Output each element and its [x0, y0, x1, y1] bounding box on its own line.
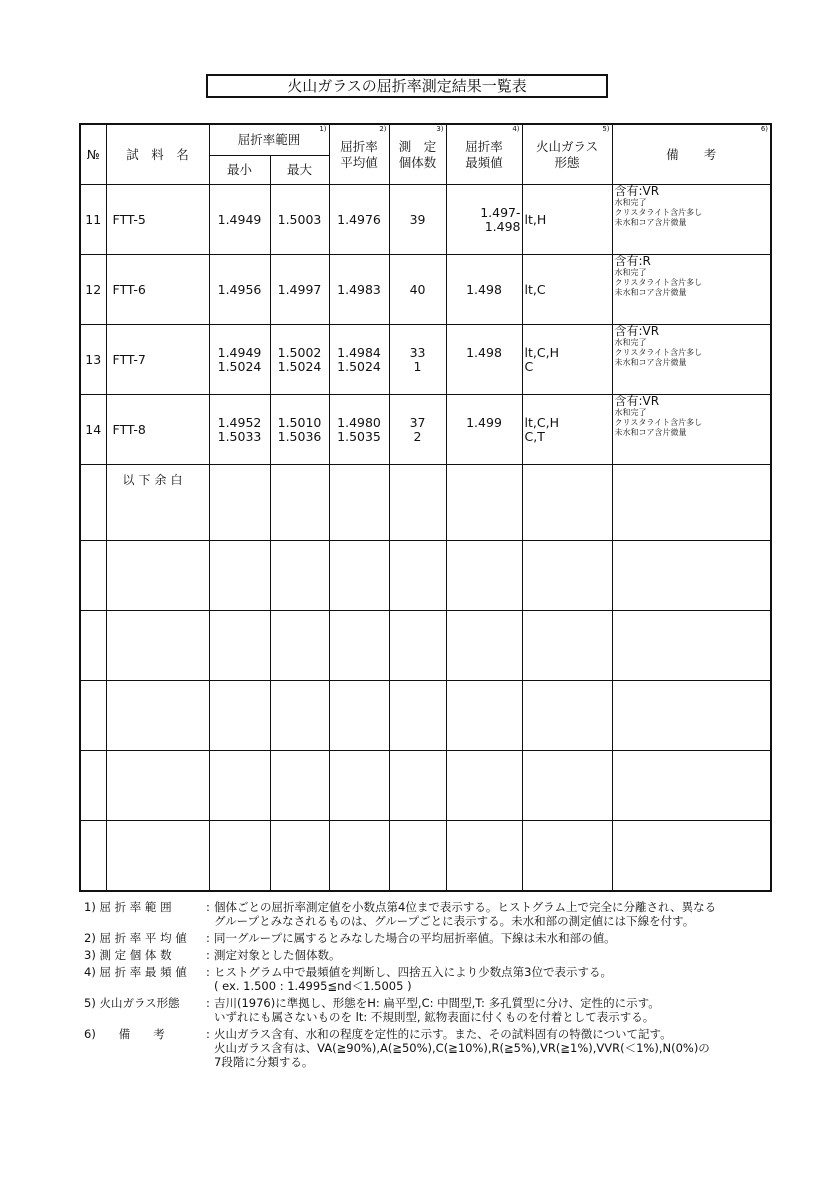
table-row	[80, 395, 771, 465]
min-value-1: 1.4949	[217, 344, 262, 360]
header-range	[209, 124, 329, 156]
header-range-label: 屈折率範囲	[237, 132, 301, 147]
count-value	[389, 395, 446, 465]
count-value-1: 39	[409, 211, 426, 227]
min-value	[209, 395, 270, 465]
remark-sub: 水和完了	[614, 198, 647, 207]
footnote-label: 3) 測 定 個 体 数	[84, 948, 172, 962]
remark-main: 含有:VR	[614, 394, 660, 408]
count-value-1: 33	[409, 344, 426, 360]
results-table	[79, 123, 772, 892]
shape-value	[522, 395, 612, 465]
footnote-5: 5)	[602, 125, 610, 133]
remark-sub: 未水和コア含片微量	[614, 428, 687, 437]
table-row	[80, 185, 771, 255]
footnote-4: 4)	[512, 125, 520, 133]
max-value-2: 1.5036	[277, 428, 322, 444]
remark-sub: 未水和コア含片微量	[614, 218, 687, 227]
sample-name: FTT-6	[106, 255, 209, 325]
blank-label: 以下余白	[106, 465, 209, 541]
min-value-1: 1.4952	[217, 414, 262, 430]
table-row-blank	[80, 541, 771, 611]
footnote-text	[214, 948, 764, 962]
header-min: 最小	[209, 156, 270, 185]
mode-value-1: 1.498	[466, 344, 502, 360]
row-number: 11	[80, 185, 106, 255]
min-value-1: 1.4949	[217, 211, 262, 227]
max-value-2: 1.5024	[277, 358, 322, 374]
shape-value-1: lt,C,H	[524, 414, 559, 430]
avg-value	[329, 185, 389, 255]
header-no: №	[80, 124, 106, 185]
shape-value	[522, 325, 612, 395]
header-remark-label: 備 考	[666, 146, 717, 162]
count-value	[389, 185, 446, 255]
min-value	[209, 325, 270, 395]
shape-value-1: lt,C,H	[524, 344, 559, 360]
row-number: 12	[80, 255, 106, 325]
remark-cell	[612, 255, 771, 325]
header-avg	[329, 124, 389, 185]
count-value	[389, 325, 446, 395]
table-row	[80, 325, 771, 395]
avg-value-1: 1.4983	[337, 281, 381, 297]
footnote-label: 2) 屈 折 率 平 均 値	[84, 931, 187, 945]
table-row-blank	[80, 681, 771, 751]
footnote-1: 1)	[319, 125, 327, 133]
table-row-blank	[80, 465, 771, 541]
sample-name: FTT-5	[106, 185, 209, 255]
table-row-blank	[80, 821, 771, 892]
avg-value	[329, 255, 389, 325]
footnote-text	[214, 900, 764, 928]
footnote-line: 同一グループに属するとみなした場合の平均屈折率値。下線は未水和部の値。	[214, 931, 616, 945]
count-value-1: 37	[409, 414, 426, 430]
footnote-line: グループとみなされるものは、グループごとに表示する。未水和部の測定値には下線を付す。	[214, 914, 695, 928]
footnotes	[84, 900, 764, 1072]
max-value	[270, 325, 329, 395]
remark-sub: 水和完了	[614, 338, 647, 347]
avg-value-2: 1.5035	[337, 428, 381, 444]
remark-sub: クリスタライト含片多し	[614, 278, 703, 287]
footnote-item: 4) 屈 折 率 最 頻 値 : ヒストグラム中で最頻値を判断し、四捨五入により少数点第3位で表示する。 ( ex. 1.500 : 1.4995≦nd＜1.5005 )	[84, 965, 764, 993]
max-value	[270, 395, 329, 465]
footnote-item: 6) 備 考 : 火山ガラス含有、水和の程度を定性的に示す。また、その試料固有の特徴について記す。 火山ガラス含有は、VA(≧90%),A(≧50%),C(≧10%),R(≧5%),VR(≧1%),VVR(＜1%),N(0%)の 7段階に分類する。	[84, 1027, 764, 1069]
max-value	[270, 255, 329, 325]
min-value-2: 1.5024	[217, 358, 262, 374]
mode-value: 1.498	[446, 255, 522, 325]
footnote-2: 2)	[379, 125, 387, 133]
remark-main: 含有:VR	[614, 324, 660, 338]
mode-value: 1.497-1.498	[446, 185, 522, 255]
header-max: 最大	[270, 156, 329, 185]
avg-value-1: 1.4984	[337, 344, 381, 360]
shape-value-1: lt,H	[524, 211, 547, 227]
avg-value-2: 1.5024	[337, 358, 381, 374]
min-value-2: 1.5033	[217, 428, 262, 444]
shape-value	[522, 255, 612, 325]
min-value	[209, 255, 270, 325]
shape-value-2: C,T	[524, 428, 545, 444]
header-sample: 試 料 名	[106, 124, 209, 185]
count-value-2: 1	[413, 358, 422, 374]
avg-value-1: 1.4980	[337, 414, 381, 430]
footnote-item: 5) 火山ガラス形態 : 吉川(1976)に準拠し、形態をH: 扁平型,C: 中間型,T: 多孔質型に分け、定性的に示す。 いずれにも属さないものを lt: 不規則型, 鉱物表面に付くものを付着として表示する。	[84, 996, 764, 1024]
mode-value-1: 1.499	[466, 414, 502, 430]
footnote-item: 2) 屈 折 率 平 均 値 : 同一グループに属するとみなした場合の平均屈折率値。下線は未水和部の値。	[84, 931, 764, 945]
sample-name: FTT-7	[106, 325, 209, 395]
max-value-1: 1.5002	[277, 344, 322, 360]
remark-cell	[612, 185, 771, 255]
header-shape-line2: 形態	[554, 154, 580, 170]
avg-value	[329, 325, 389, 395]
footnote-label: 4) 屈 折 率 最 頻 値	[84, 965, 187, 979]
header-count-line1: 測 定	[398, 138, 437, 154]
header-count-line2: 個体数	[398, 154, 437, 170]
table-row	[80, 255, 771, 325]
header-mode-line1: 屈折率	[465, 138, 503, 154]
remark-sub: 未水和コア含片微量	[614, 288, 687, 297]
remark-main: 含有:VR	[614, 184, 660, 198]
remark-main: 含有:R	[614, 254, 651, 268]
footnote-label: 1) 屈 折 率 範 囲	[84, 900, 172, 914]
header-mode-line2: 最頻値	[465, 154, 503, 170]
footnote-line: いずれにも属さないものを lt: 不規則型, 鉱物表面に付くものを付着として表示する。	[214, 1010, 655, 1024]
min-value-1: 1.4956	[217, 281, 262, 297]
footnote-item: 3) 測 定 個 体 数 : 測定対象とした個体数。	[84, 948, 764, 962]
footnote-text	[214, 965, 764, 993]
remark-sub: クリスタライト含片多し	[614, 418, 703, 427]
footnote-line: 測定対象とした個体数。	[214, 948, 341, 962]
header-shape	[522, 124, 612, 185]
avg-value-1: 1.4976	[337, 211, 381, 227]
footnote-text	[214, 996, 764, 1024]
header-count	[389, 124, 446, 185]
remark-sub: クリスタライト含片多し	[614, 348, 703, 357]
count-value	[389, 255, 446, 325]
footnote-label: 6) 備 考	[84, 1027, 165, 1041]
footnote-line: 火山ガラス含有、水和の程度を定性的に示す。また、その試料固有の特徴について記す。	[214, 1027, 672, 1041]
footnote-line: 火山ガラス含有は、VA(≧90%),A(≧50%),C(≧10%),R(≧5%),VR(≧1%),VVR(＜1%),N(0%)の	[214, 1041, 710, 1055]
table-row-blank	[80, 611, 771, 681]
footnote-line: ( ex. 1.500 : 1.4995≦nd＜1.5005 )	[214, 979, 412, 993]
header-remark	[612, 124, 771, 185]
header-avg-line1: 屈折率	[340, 138, 378, 154]
remark-sub: 未水和コア含片微量	[614, 358, 687, 367]
footnote-line: 7段階に分類する。	[214, 1055, 314, 1069]
remark-sub: 水和完了	[614, 408, 647, 417]
footnote-line: 個体ごとの屈折率測定値を小数点第4位まで表示する。ヒストグラム上で完全に分離され、異なる	[214, 900, 717, 914]
footnote-line: ヒストグラム中で最頻値を判断し、四捨五入により少数点第3位で表示する。	[214, 965, 612, 979]
row-number: 14	[80, 395, 106, 465]
count-value-1: 40	[409, 281, 426, 297]
header-mode	[446, 124, 522, 185]
max-value-1: 1.4997	[277, 281, 322, 297]
footnote-item: 1) 屈 折 率 範 囲 : 個体ごとの屈折率測定値を小数点第4位まで表示する。ヒストグラム上で完全に分離され、異なる グループとみなされるものは、グループごとに表示する。未水和部の測定値には下線を付す。	[84, 900, 764, 928]
footnote-line: 吉川(1976)に準拠し、形態をH: 扁平型,C: 中間型,T: 多孔質型に分け、定性的に示す。	[214, 996, 660, 1010]
shape-value	[522, 185, 612, 255]
row-number: 13	[80, 325, 106, 395]
count-value-2: 2	[413, 428, 422, 444]
sample-name: FTT-8	[106, 395, 209, 465]
remark-sub: クリスタライト含片多し	[614, 208, 703, 217]
remark-cell	[612, 325, 771, 395]
footnote-text	[214, 1027, 764, 1069]
max-value	[270, 185, 329, 255]
footnote-text	[214, 931, 764, 945]
mode-value	[446, 395, 522, 465]
shape-value-1: lt,C	[524, 281, 546, 297]
footnote-6: 6)	[760, 125, 769, 133]
max-value-1: 1.5010	[277, 414, 322, 430]
mode-value	[446, 325, 522, 395]
page-title: 火山ガラスの屈折率測定結果一覧表	[206, 74, 608, 98]
table-row-blank	[80, 751, 771, 821]
header-shape-line1: 火山ガラス	[535, 138, 599, 154]
avg-value	[329, 395, 389, 465]
footnote-label: 5) 火山ガラス形態	[84, 996, 180, 1010]
remark-sub: 水和完了	[614, 268, 647, 277]
min-value	[209, 185, 270, 255]
footnote-3: 3)	[436, 125, 444, 133]
header-avg-line2: 平均値	[340, 154, 378, 170]
header-row	[80, 124, 771, 156]
remark-cell	[612, 395, 771, 465]
max-value-1: 1.5003	[277, 211, 322, 227]
shape-value-2: C	[524, 358, 534, 374]
